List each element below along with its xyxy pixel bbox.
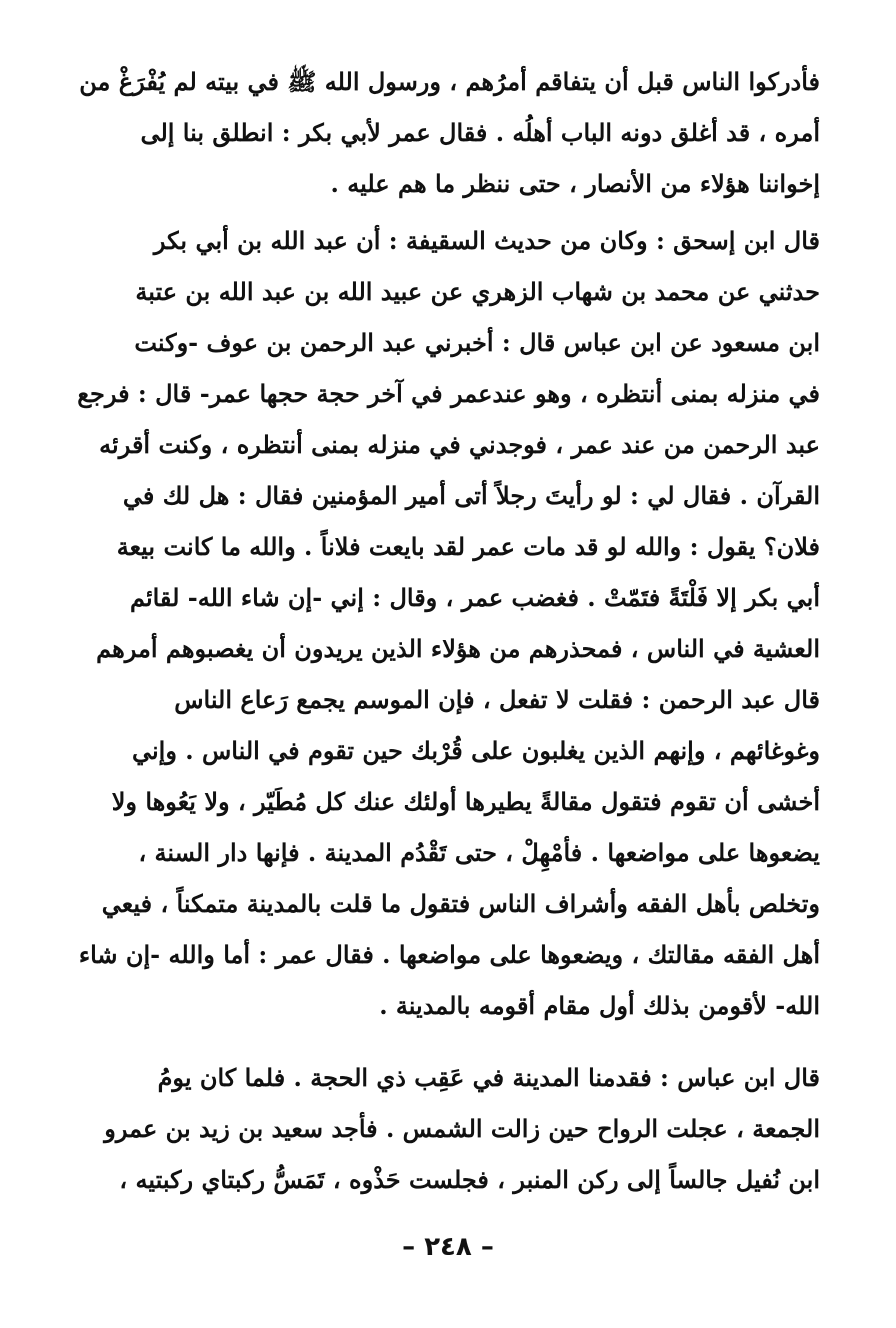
text-line: وغوغائهم ، وإنهم الذين يغلبون على قُرْبك حين تقوم في الناس . وإني (131, 736, 820, 765)
paragraph-1 (74, 56, 820, 209)
text-line: ابن مسعود عن ابن عباس قال : أخبرني عبد الرحمن بن عوف -وكنت (134, 328, 820, 357)
text-line: فلان؟ يقول : والله لو قد مات عمر لقد بايعت فلاناً . والله ما كانت بيعة (116, 532, 820, 561)
text-line: أبي بكر إلا فَلْتَةً فتَمّتْ . فغضب عمر ، وقال : إني -إن شاء الله- لقائم (129, 583, 820, 612)
paragraph-3 (74, 1052, 820, 1205)
text-line: أخشى أن تقوم فتقول مقالةً يطيرها أولئك عنك كل مُطَيّر ، ولا يَعُوها ولا (111, 787, 820, 816)
text-line: عبد الرحمن من عند عمر ، فوجدني في منزله بمنى أنتظره ، وكنت أقرئه (99, 430, 820, 459)
text-line: العشية في الناس ، فمحذرهم من هؤلاء الذين يريدون أن يغصبوهم أمرهم (96, 634, 820, 663)
text-line: حدثني عن محمد بن شهاب الزهري عن عبيد الله بن عبد الله بن عتبة (135, 277, 820, 306)
text-line: يضعوها على مواضعها . فأمْهِلْ ، حتى تَقْدُم المدينة . فإنها دار السنة ، (138, 838, 820, 867)
text-line: إخواننا هؤلاء من الأنصار ، حتى ننظر ما هم عليه . (330, 169, 820, 198)
text-line: قال ابن إسحق : وكان من حديث السقيفة : أن عبد الله بن أبي بكر (153, 226, 820, 255)
text-line: فأدركوا الناس قبل أن يتفاقم أمرُهم ، ورسول الله ﷺ في بيته لم يُفْرَغْ من (79, 67, 820, 96)
paragraph-2 (74, 215, 820, 1031)
text-line: في منزله بمنى أنتظره ، وهو عندعمر في آخر حجة حجها عمر- قال : فرجع (77, 379, 820, 408)
text-line: أمره ، قد أغلق دونه الباب أهلُه . فقال عمر لأبي بكر : انطلق بنا إلى (140, 118, 820, 147)
text-line: قال عبد الرحمن : فقلت لا تفعل ، فإن الموسم يجمع رَعاع الناس (174, 685, 820, 714)
text-line: أهل الفقه مقالتك ، ويضعوها على مواضعها . فقال عمر : أما والله -إن شاء (78, 940, 820, 969)
page-number: – ٢٤٨ – (402, 1232, 494, 1262)
text-line: قال ابن عباس : فقدمنا المدينة في عَقِب ذي الحجة . فلما كان يومُ (157, 1063, 820, 1092)
text-line: القرآن . فقال لي : لو رأيتَ رجلاً أتى أمير المؤمنين فقال : هل لك في (122, 481, 820, 510)
text-line: وتخلص بأهل الفقه وأشراف الناس فتقول ما قلت بالمدينة متمكناً ، فيعي (101, 889, 820, 918)
text-line: الجمعة ، عجلت الرواح حين زالت الشمس . فأجد سعيد بن زيد بن عمرو (104, 1114, 820, 1143)
text-line: الله- لأقومن بذلك أول مقام أقومه بالمدينة . (379, 991, 820, 1020)
text-line: ابن نُفيل جالساً إلى ركن المنبر ، فجلست حَذْوه ، تَمَسُّ ركبتاي ركبتيه ، (119, 1165, 820, 1194)
